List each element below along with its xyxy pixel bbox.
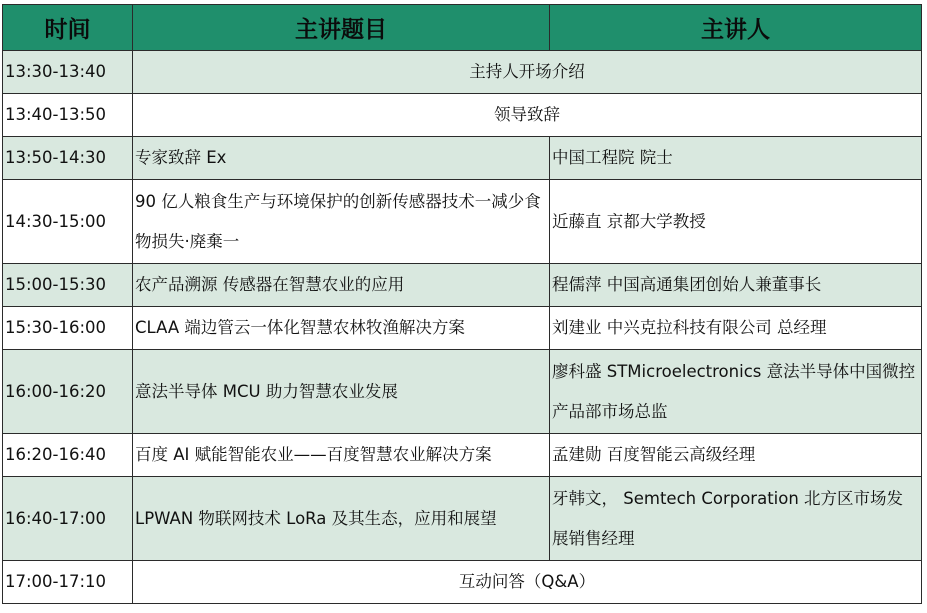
speaker-cell: 程儒萍 中国高通集团创始人兼董事长 [550,264,922,307]
time-cell: 15:00-15:30 [3,264,133,307]
speaker-cell: 牙韩文， Semtech Corporation 北方区市场发展销售经理 [550,477,922,561]
table-row [3,477,922,561]
topic-cell: 主持人开场介绍 [133,51,922,94]
header-time: 时间 [3,5,133,51]
header-row [3,5,922,51]
time-cell: 16:20-16:40 [3,434,133,477]
agenda-sheet [2,4,921,604]
topic-cell: 90 亿人粮食生产与环境保护的创新传感器技术一减少食物损失·廃棄一 [133,180,550,264]
table-row [3,434,922,477]
agenda-body [3,51,922,604]
time-cell: 17:00-17:10 [3,561,133,604]
table-row [3,307,922,350]
table-row [3,350,922,434]
topic-cell: 领导致辞 [133,94,922,137]
topic-cell: CLAA 端边管云一体化智慧农林牧渔解决方案 [133,307,550,350]
topic-cell: 百度 AI 赋能智能农业——百度智慧农业解决方案 [133,434,550,477]
time-cell: 13:40-13:50 [3,94,133,137]
table-row [3,180,922,264]
time-cell: 13:50-14:30 [3,137,133,180]
header-topic: 主讲题目 [133,5,550,51]
speaker-cell: 中国工程院 院士 [550,137,922,180]
speaker-cell: 孟建勋 百度智能云高级经理 [550,434,922,477]
time-cell: 15:30-16:00 [3,307,133,350]
table-row [3,137,922,180]
table-row [3,51,922,94]
topic-cell: 专家致辞 Ex [133,137,550,180]
table-row [3,561,922,604]
topic-cell: 意法半导体 MCU 助力智慧农业发展 [133,350,550,434]
time-cell: 14:30-15:00 [3,180,133,264]
header-speaker: 主讲人 [550,5,922,51]
agenda-table [2,4,922,604]
speaker-cell: 廖科盛 STMicroelectronics 意法半导体中国微控产品部市场总监 [550,350,922,434]
topic-cell: 互动问答（Q&A） [133,561,922,604]
time-cell: 13:30-13:40 [3,51,133,94]
speaker-cell: 刘建业 中兴克拉科技有限公司 总经理 [550,307,922,350]
speaker-cell: 近藤直 京都大学教授 [550,180,922,264]
topic-cell: LPWAN 物联网技术 LoRa 及其生态，应用和展望 [133,477,550,561]
topic-cell: 农产品溯源 传感器在智慧农业的应用 [133,264,550,307]
table-row [3,264,922,307]
time-cell: 16:00-16:20 [3,350,133,434]
time-cell: 16:40-17:00 [3,477,133,561]
table-row [3,94,922,137]
